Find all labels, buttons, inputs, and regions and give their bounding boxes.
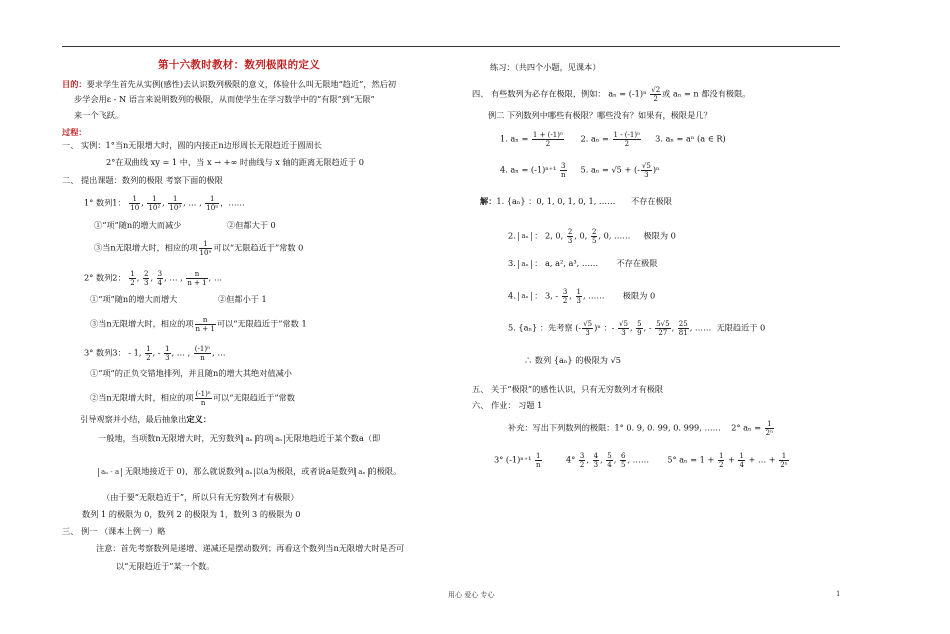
sequence-2-line: 2° 数列2： $\frac{1}{2}$ , $\frac{2}{3}$ , $\frac{3}{4}$ , … , $\frac{n}{n + 1}$ , …	[84, 270, 223, 287]
guide-line: 引导观察并小结，最后抽象出定义：	[80, 414, 212, 424]
objective-line-1: 目的：要求学生首先从实例(感性)去认识数列极限的意义，体验什么叫无限地“趋近”，然后初	[62, 79, 397, 89]
seq1-note-2: ②但都大于 0	[227, 220, 276, 230]
supplement-line: 补充：写出下列数列的极限：1° 0. 9, 0. 99, 0. 999, …… 2° aₙ = $\frac{1}{\text{2ⁿ}}$	[508, 420, 774, 437]
seq2-note-1: ①“项”随n的增大而增大	[90, 294, 178, 304]
section-3-heading: 三、 例一 （课本上例一）略	[62, 526, 166, 536]
section-4-line: 四、 有些数列为必存在极限，例如： aₙ = (-1)ⁿ $\frac{√2}{2}$ 或 aₙ = n 都没有极限。	[472, 86, 751, 103]
example-2-items-2: 4. aₙ = (-1)ⁿ⁺¹ $\frac{3}{n}$ 5. aₙ = √5 + (- $\frac{√5}{3}$ )ⁿ	[500, 162, 660, 179]
section-6-line: 六、 作业： 习题 1	[472, 400, 543, 410]
seq1-general-term: $\frac{1}{\text{10ⁿ}}$	[199, 240, 212, 257]
solution-1: 解：1. {aₙ} ：0, 1, 0, 1, 0, 1, …… 不存在极限	[480, 196, 672, 206]
header-rule	[62, 46, 840, 47]
seq3-note-1: ①“项”的正负交错地排列，并且随n的增大其绝对值减小	[90, 368, 292, 378]
section-1-line-2: 2°在双曲线 xy = 1 中，当 x → +∞ 时曲线与 x 轴的距离无限趋近于 0	[106, 157, 364, 167]
section-1-line-1: 一、 实例：1°当n无限增大时，圆的内接正n边形周长无限趋近于圆周长	[62, 140, 322, 150]
example-2-items-1: 1. aₙ = $\frac{\text{1 + (-1)ⁿ}}{2}$ 2. aₙ = $\frac{\text{1 - (-1)ⁿ}}{2}$ 3. aₙ = aⁿ (a ∈ R)	[500, 131, 726, 148]
objective-label: 目的：	[62, 79, 87, 89]
objective-line-2: 步学会用ε - N 语言来说明数列的极限，从而使学生在学习数学中的“有限”到“无限”	[74, 94, 375, 104]
seq1-note-1: ①“项”随n的增大而减少	[94, 220, 182, 230]
attention-line-2: 以“无限趋近于”某一个数。	[116, 561, 215, 571]
seq1-note-3: ③当n无限增大时，相应的项 $\frac{1}{\text{10ⁿ}}$ 可以“无限趋近于”常数 0	[94, 240, 304, 257]
page-number: 1	[836, 590, 841, 598]
seq1-term-n: $\frac{1}{\text{10ⁿ}}$	[206, 195, 219, 212]
definition-line-1: 一般地，当项数n无限增大时，无穷数列 aₙ 的项 aₙ 无限地趋近于某个数a（即	[98, 433, 381, 443]
solution-conclusion: ∴ 数列 {aₙ} 的极限为 √5	[524, 355, 621, 365]
solution-5: 5. {aₙ} ：先考察 (- $\frac{√5}{3}$ )ⁿ ：- $\frac{√5}{3}$ , $\frac{5}{9}$ , - $\frac{5√5}{27}$ , $\frac{25}{81}$ , …… 无限趋近于 0	[508, 320, 766, 337]
section-5-line: 五、 关于“极限”的感性认识，只有无穷数列才有极限	[472, 384, 664, 394]
seq1-term-3: $\frac{1}{\text{10³}}$	[169, 195, 182, 212]
seq1-term-2: $\frac{1}{\text{10²}}$	[148, 195, 161, 212]
example-2-heading: 例二 下列数列中哪些有极限？哪些没有？如果有，极限是几？	[488, 110, 712, 120]
objective-line-3: 来一个飞跃。	[74, 110, 124, 120]
attention-line-1: 注意：首先考察数列是递增、递减还是摆动数列；再看这个数列当n无限增大时是否可	[96, 543, 405, 553]
sequence-1-line: 1° 数列1： $\frac{1}{10}$ , $\frac{1}{\text{10²}}$ , $\frac{1}{\text{10³}}$ , … , $\frac{1}{\text{10ⁿ}}$ ，……	[84, 195, 245, 212]
seq3-note-2: ②当n无限增大时，相应的项 $\frac{\text{(-1)ⁿ}}{n}$ 可以“无限趋近于”常数	[90, 390, 295, 407]
seq2-note-3: ③当n无限增大时，相应的项 $\frac{n}{n + 1}$ 可以“无限趋近于”常数 1	[90, 316, 307, 333]
sequence-3-line: 3° 数列3： - 1, $\frac{1}{2}$ , - $\frac{1}{3}$ , … , $\frac{\text{(-1)ⁿ}}{n}$ , …	[84, 345, 226, 362]
seq2-note-2: ②但都小于 1	[218, 294, 267, 304]
practice-line: 练习：（共四个小题，见课本）	[490, 62, 601, 72]
supplement-items: 3° (-1)ⁿ⁺¹ $\frac{1}{n}$ 4° $\frac{3}{2}$ , $\frac{4}{3}$ , $\frac{5}{4}$ , $\frac{6}{5}$ , …… 5° aₙ = 1 + $\frac{1}{2}$ + $\frac{1}{4}$ + … + $\frac{1}{\text{2ⁿ}}$	[494, 452, 788, 469]
footer-text: 用心 爱心 专心	[448, 591, 495, 599]
process-label: 过程：	[62, 127, 87, 137]
section-2-heading: 二、 提出课题：数列的极限 考察下面的极限	[62, 175, 223, 185]
solution-4: 4. aₙ ： 3, - $\frac{3}{2}$ , $\frac{1}{3}$ , …… 极限为 0	[508, 288, 656, 305]
page-title: 第十六教时教材：数列极限的定义	[158, 59, 320, 71]
solution-2: 2. aₙ ： 2, 0, $\frac{2}{3}$ , 0, $\frac{2}{5}$ , 0, …… 极限为 0	[508, 228, 676, 245]
solution-3: 3. aₙ ： a, a², a³, …… 不存在极限	[508, 258, 658, 268]
definition-note: （由于要“无限趋近于”，所以只有无穷数列才有极限）	[102, 492, 299, 502]
seq1-term-1: $\frac{1}{10}$	[130, 195, 140, 212]
limits-summary: 数列 1 的极限为 0，数列 2 的极限为 1，数列 3 的极限为 0	[82, 509, 301, 519]
definition-line-2: aₙ - a 无限地接近于 0)，那么就说数列 aₙ 以a为极限，或者说a是数列 aₙ 的极限。	[98, 466, 401, 477]
